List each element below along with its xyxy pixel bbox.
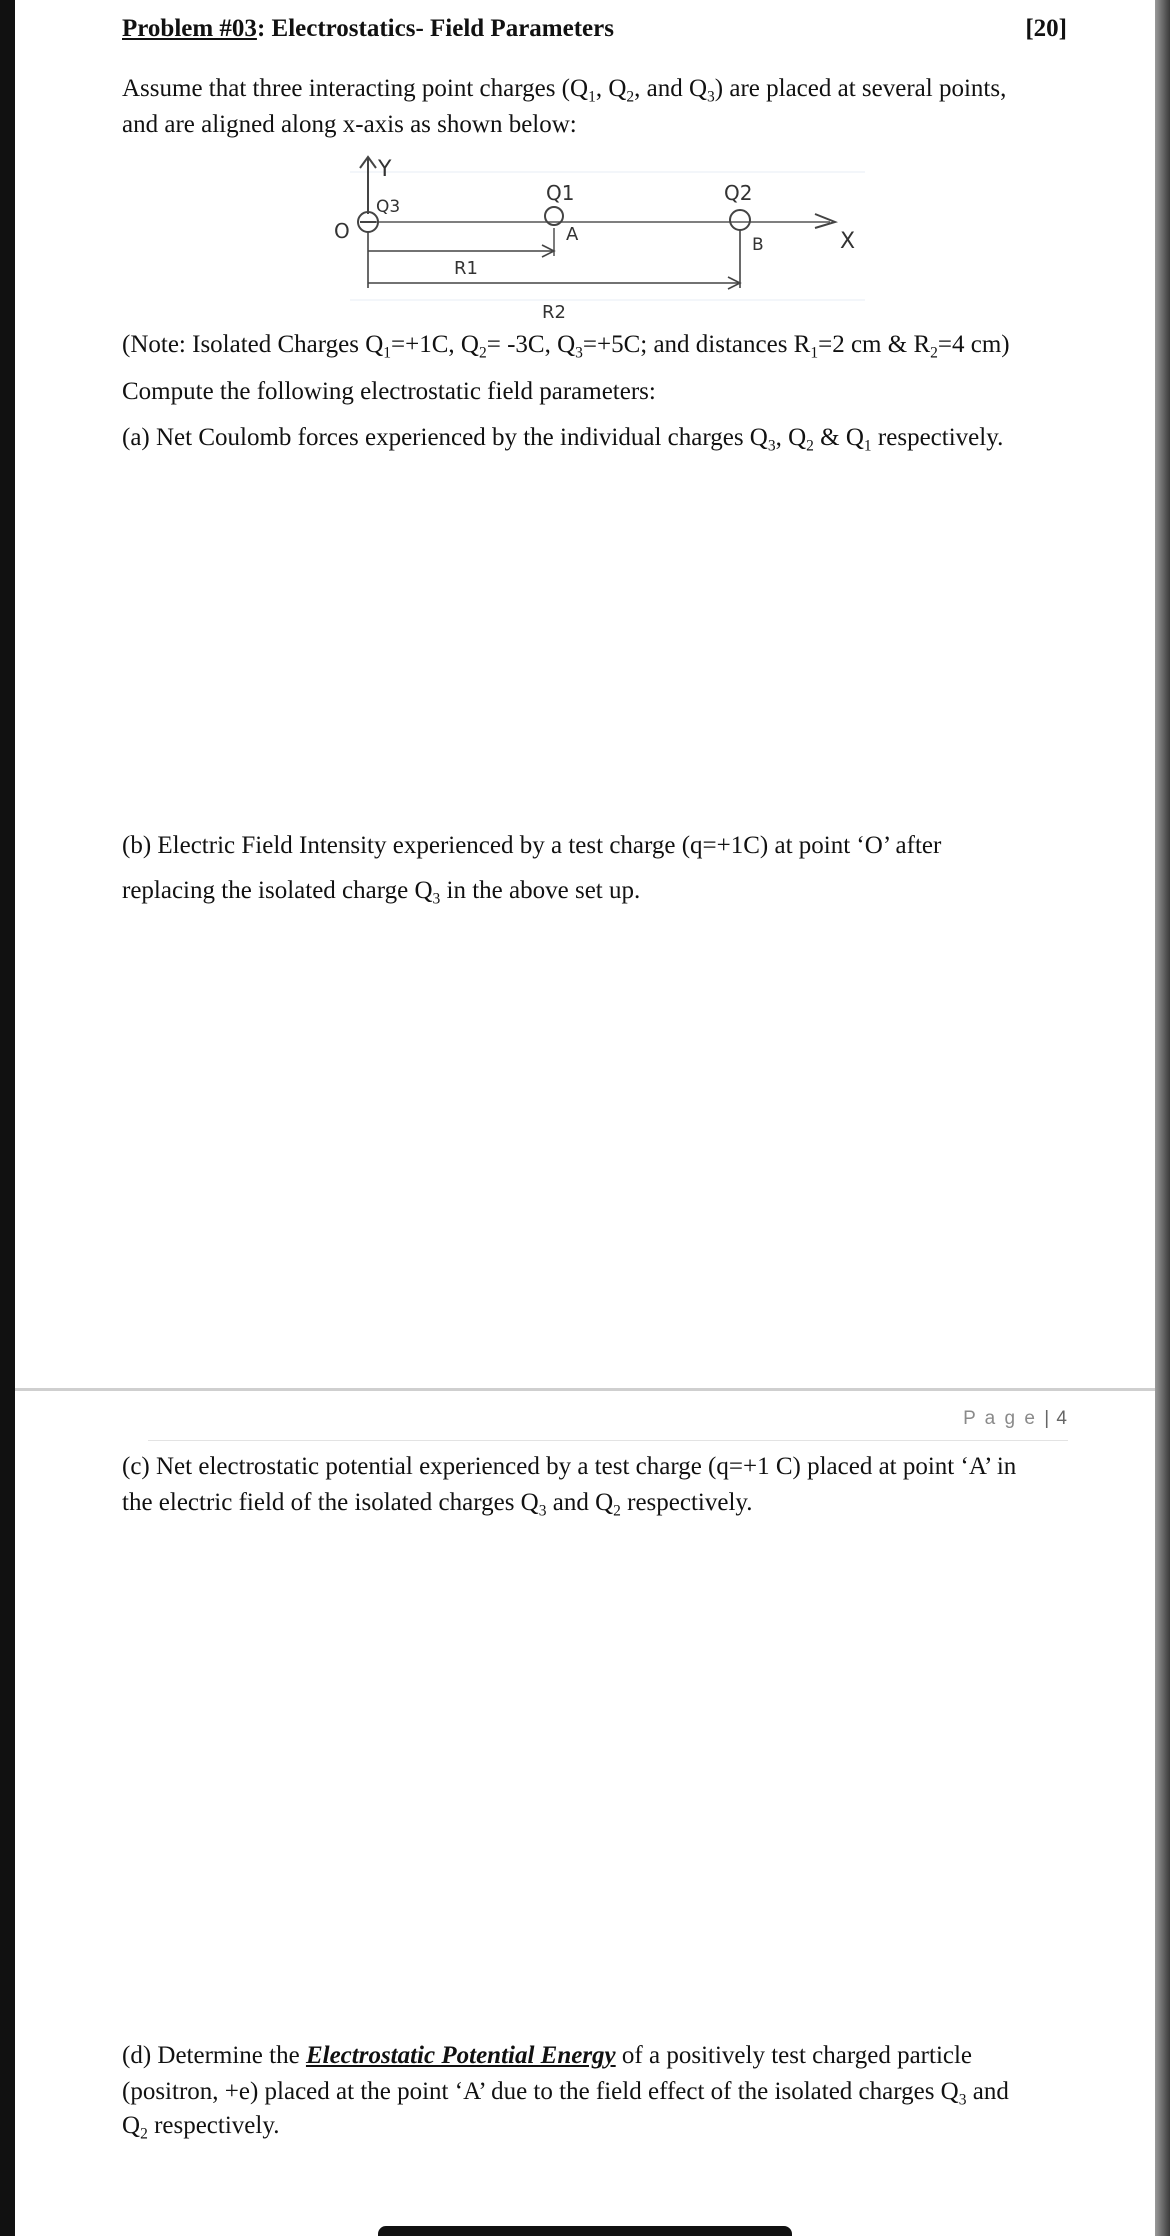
charge-diagram	[320, 148, 880, 328]
page-separator	[15, 1388, 1155, 1391]
note-line: (Note: Isolated Charges $Q_1=+1C$, $Q_2= -3C$, $Q_3=+5C$; and distances $R_1=2$ cm & $R_2=4$ cm)	[122, 331, 1010, 362]
problem-title	[122, 11, 614, 47]
point-b-label: B	[752, 235, 764, 255]
compute-line: Compute the following electrostatic field parameters:	[122, 378, 656, 405]
problem-number: Problem #03	[122, 15, 257, 42]
footer-rule	[148, 1440, 1068, 1441]
home-indicator[interactable]	[378, 2226, 792, 2236]
part-c-line-1: (c) Net electrostatic potential experienced by a test charge (q=+1 C) placed at point ‘A’ in	[122, 1453, 1017, 1480]
charge-q1-label: Q1	[546, 181, 575, 205]
part-b-line-1: (b) Electric Field Intensity experienced by a test charge (q=+1C) at point ‘O’ after	[122, 832, 942, 859]
part-a-question: (a) Net Coulomb forces experienced by the individual charges $Q_3$, $Q_2$ & $Q_1$ respectively.	[122, 424, 1004, 455]
origin-label: O	[334, 219, 350, 243]
part-d-line-2: (positron, +e) placed at the point ‘A’ due to the field effect of the isolated charges $Q_3$ and	[122, 2078, 1009, 2109]
part-c-line-2: the electric field of the isolated charges $Q_3$ and $Q_2$ respectively.	[122, 1489, 753, 1520]
intro-line-2: and are aligned along x-axis as shown below:	[122, 111, 577, 138]
part-b-line-2: replacing the isolated charge $Q_3$ in the above set up.	[122, 877, 641, 908]
intro-line-1: Assume that three interacting point charges ($Q_1$, $Q_2$, and $Q_3$) are placed at several points,	[122, 75, 1007, 106]
x-axis-arrow-icon	[815, 214, 835, 228]
point-a-label: A	[566, 224, 579, 245]
r1-label: R1	[454, 258, 478, 279]
y-axis-label: Y	[378, 157, 392, 182]
charge-diagram-svg	[320, 148, 880, 328]
page-number: P a g e | 4	[963, 1408, 1068, 1429]
charge-q2-icon	[730, 210, 750, 230]
x-axis-label: X	[840, 229, 856, 254]
problem-title-text: : Electrostatics- Field Parameters	[256, 15, 614, 42]
right-edge-shadow	[1155, 0, 1170, 2236]
part-d-line-3: $Q_2$ respectively.	[122, 2112, 280, 2143]
charge-q2-label: Q2	[724, 181, 753, 205]
charge-q3-label: Q3	[376, 197, 401, 217]
emphasized-term: Electrostatic Potential Energy	[305, 2042, 616, 2069]
problem-marks: [20]	[1025, 15, 1067, 42]
left-edge	[0, 0, 15, 2236]
part-d-line-1: (d) Determine the Electrostatic Potential Energy of a positively test charged particle	[122, 2042, 973, 2069]
r2-label: R2	[542, 302, 566, 323]
